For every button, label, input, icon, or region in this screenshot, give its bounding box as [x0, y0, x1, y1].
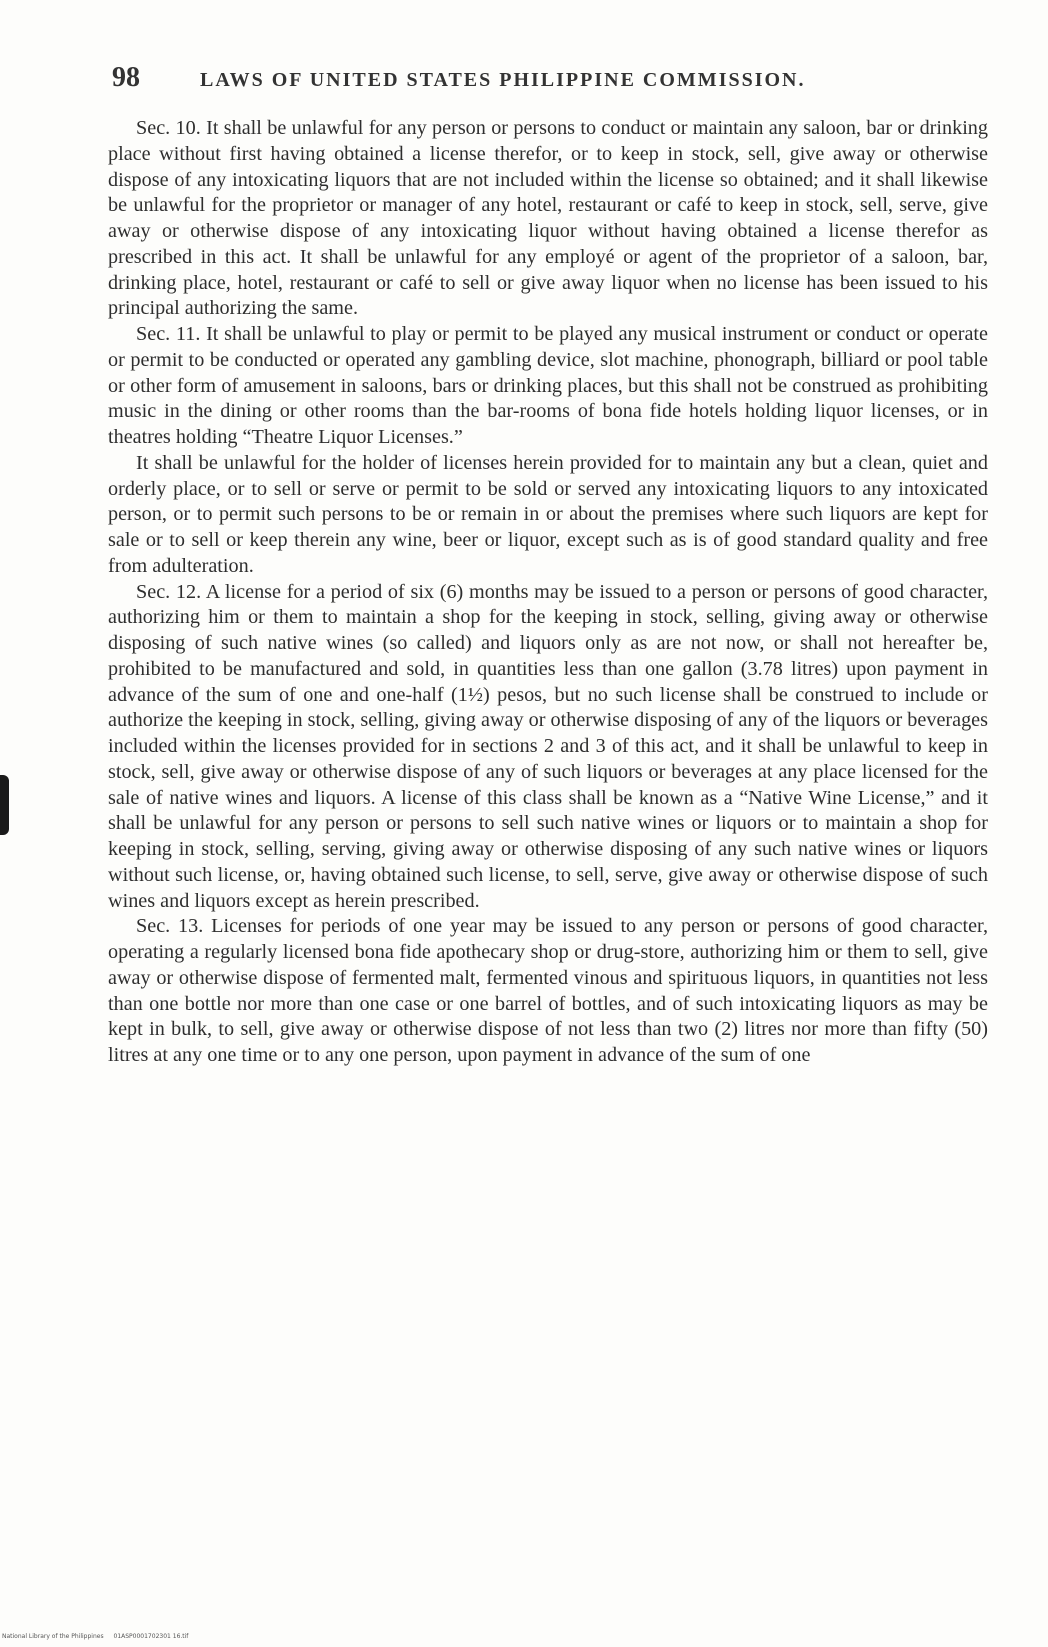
scan-edge-mark: [0, 775, 9, 835]
footer-identifier: 01ASP0001702301 16.tif: [113, 1633, 189, 1640]
section-10-paragraph: Sec. 10. It shall be unlawful for any person or persons to conduct or maintain any saloon, bar or drinking place without first having obtained a license therefor, or to keep in stock, sell, give away or otherwise dispose of any intoxicating liquors that are not included within the license so obtained; and it shall likewise be unlawful for the proprietor or manager of any hotel, restaurant or café to keep in stock, sell, serve, give away or otherwise dispose of any intoxicating liquor without having obtained a license therefor as prescribed in this act. It shall be unlawful for any employé or agent of the proprietor of a saloon, bar, drinking place, hotel, restaurant or café to sell or give away liquor when no license has been issued to his principal authorizing the same.: [108, 117, 988, 320]
section-12-paragraph: Sec. 12. A license for a period of six (6) months may be issued to a person or persons of good character, authorizing him or them to maintain a shop for the keeping in stock, selling, giving away or otherwise disposing of such native wines (so called) and liquors only as are not now, or shall not hereafter be, prohibited to be manufactured and sold, in quantities less than one gallon (3.78 litres) upon payment in advance of the sum of one and one-half (1½) pesos, but no such license shall be construed to include or authorize the keeping in stock, selling, giving away or otherwise disposing of any of the liquors or beverages included within the licenses provided for in sections 2 and 3 of this act, and it shall be unlawful to keep in stock, sell, give away or otherwise dispose of any of such liquors or beverages at any place licensed for the sale of native wines and liquors. A license of this class shall be known as a “Native Wine License,” and it shall be unlawful for any person or persons to sell such native wines or liquors or to maintain a shop for keeping in stock, selling, serving, giving away or otherwise disposing of any such native wines or liquors without such license, or, having obtained such license, to sell, serve, give away or otherwise dispose of such wines and liquors except as herein prescribed.: [108, 580, 988, 912]
section-13-paragraph: Sec. 13. Licenses for periods of one year may be issued to any person or persons of good character, operating a regularly licensed bona fide apothecary shop or drug-store, authorizing him or them to sell, give away or otherwise dispose of fermented malt, fermented vinous and spirituous liquors, in quantities not less than one bottle nor more than one case or one barrel of bottles, and of such intoxicating liquors as may be kept in bulk, to sell, give away or otherwise dispose of not less than two (2) litres nor more than fifty (50) litres at any one time or to any one person, upon payment in advance of the sum of one: [108, 915, 988, 1066]
running-title: LAWS OF UNITED STATES PHILIPPINE COMMISSION.: [200, 69, 806, 91]
page-number: 98: [112, 62, 140, 93]
scan-footer: [2, 1633, 196, 1640]
page-header: [112, 62, 902, 98]
footer-library: National Library of the Philippines: [2, 1633, 104, 1640]
holder-obligations-paragraph: It shall be unlawful for the holder of licenses herein provided for to maintain any but a clean, quiet and orderly place, or to sell or serve or permit to be sold or served any intoxicating liquors to any intoxicated person, or to permit such persons to be or remain in or about the premises where such liquors are kept for sale or to sell or keep therein any wine, beer or liquor, except such as is of good standard quality and free from adulteration.: [108, 451, 988, 577]
section-11-paragraph: Sec. 11. It shall be unlawful to play or permit to be played any musical instrument or conduct or operate or permit to be conducted or operated any gambling device, slot machine, phonograph, billiard or pool table or other form of amusement in saloons, bars or drinking places, but this shall not be construed as prohibiting music in the dining or other rooms than the bar-rooms of bona fide hotels holding liquor licenses, or in theatres holding “Theatre Liquor Licenses.”: [108, 323, 988, 448]
body-text: [108, 116, 988, 1069]
